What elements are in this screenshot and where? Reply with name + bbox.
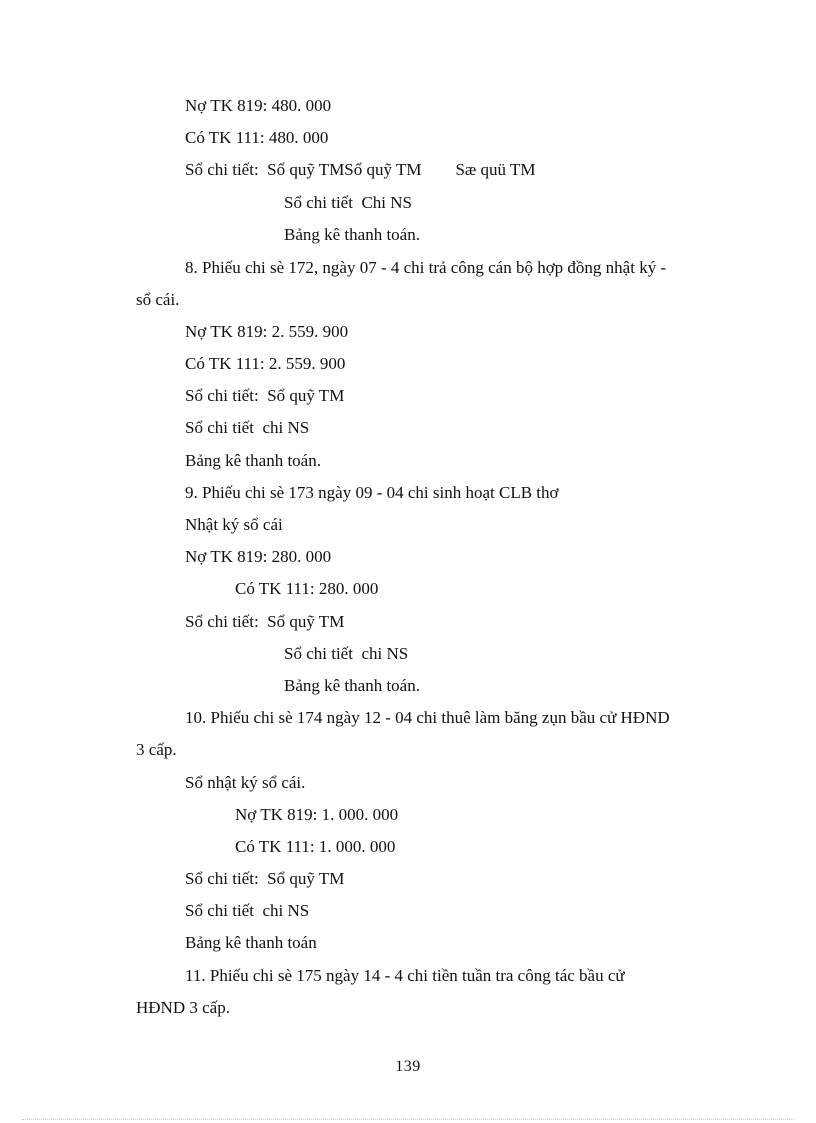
text-line: Có TK 111: 280. 000 (235, 579, 379, 598)
page-bottom-divider (22, 1119, 794, 1120)
text-line: Có TK 111: 2. 559. 900 (185, 354, 346, 373)
text-line: Nhật ký sổ cái (185, 515, 283, 534)
text-line: Sổ chi tiết chi NS (185, 418, 310, 437)
text-line: sổ cái. (136, 290, 180, 309)
text-line: Sổ chi tiết: Sổ quỹ TM (185, 869, 345, 888)
text-line: Sổ chi tiết: Sổ quỹ TM (185, 612, 345, 631)
text-line: Bảng kê thanh toán (185, 933, 317, 952)
text-line: Có TK 111: 480. 000 (185, 128, 329, 147)
text-line: Sổ chi tiết: Sổ quỹ TM (185, 386, 345, 405)
text-line: HĐND 3 cấp. (136, 998, 230, 1017)
text-line: Sổ chi tiết chi NS (284, 644, 409, 663)
text-line: Nợ TK 819: 280. 000 (185, 547, 332, 566)
text-line: Sổ chi tiết Chi NS (284, 193, 412, 212)
text-line: Sổ chi tiết: Sổ quỹ TMSổ quỹ TM Sæ quü TM (185, 160, 536, 179)
text-line: Bảng kê thanh toán. (185, 451, 321, 470)
text-line: Nợ TK 819: 2. 559. 900 (185, 322, 349, 341)
text-line: Nợ TK 819: 480. 000 (185, 96, 332, 115)
text-line: Sổ nhật ký sổ cái. (185, 773, 306, 792)
text-line: Bảng kê thanh toán. (284, 676, 420, 695)
text-line: Sổ chi tiết chi NS (185, 901, 310, 920)
page-number: 139 (395, 1058, 421, 1075)
text-line: 8. Phiếu chi sè 172, ngày 07 - 4 chi trả công cán bộ hợp đồng nhật ký - (185, 258, 667, 277)
text-line: 10. Phiếu chi sè 174 ngày 12 - 04 chi thuê làm băng zụn bầu cử HĐND (185, 708, 670, 727)
text-line: 3 cấp. (136, 740, 177, 759)
text-line: 11. Phiếu chi sè 175 ngày 14 - 4 chi tiền tuần tra công tác bầu cử (185, 966, 625, 985)
text-line: Nợ TK 819: 1. 000. 000 (235, 805, 399, 824)
text-line: Có TK 111: 1. 000. 000 (235, 837, 396, 856)
text-line: Bảng kê thanh toán. (284, 225, 420, 244)
text-line: 9. Phiếu chi sè 173 ngày 09 - 04 chi sinh hoạt CLB thơ (185, 483, 559, 502)
